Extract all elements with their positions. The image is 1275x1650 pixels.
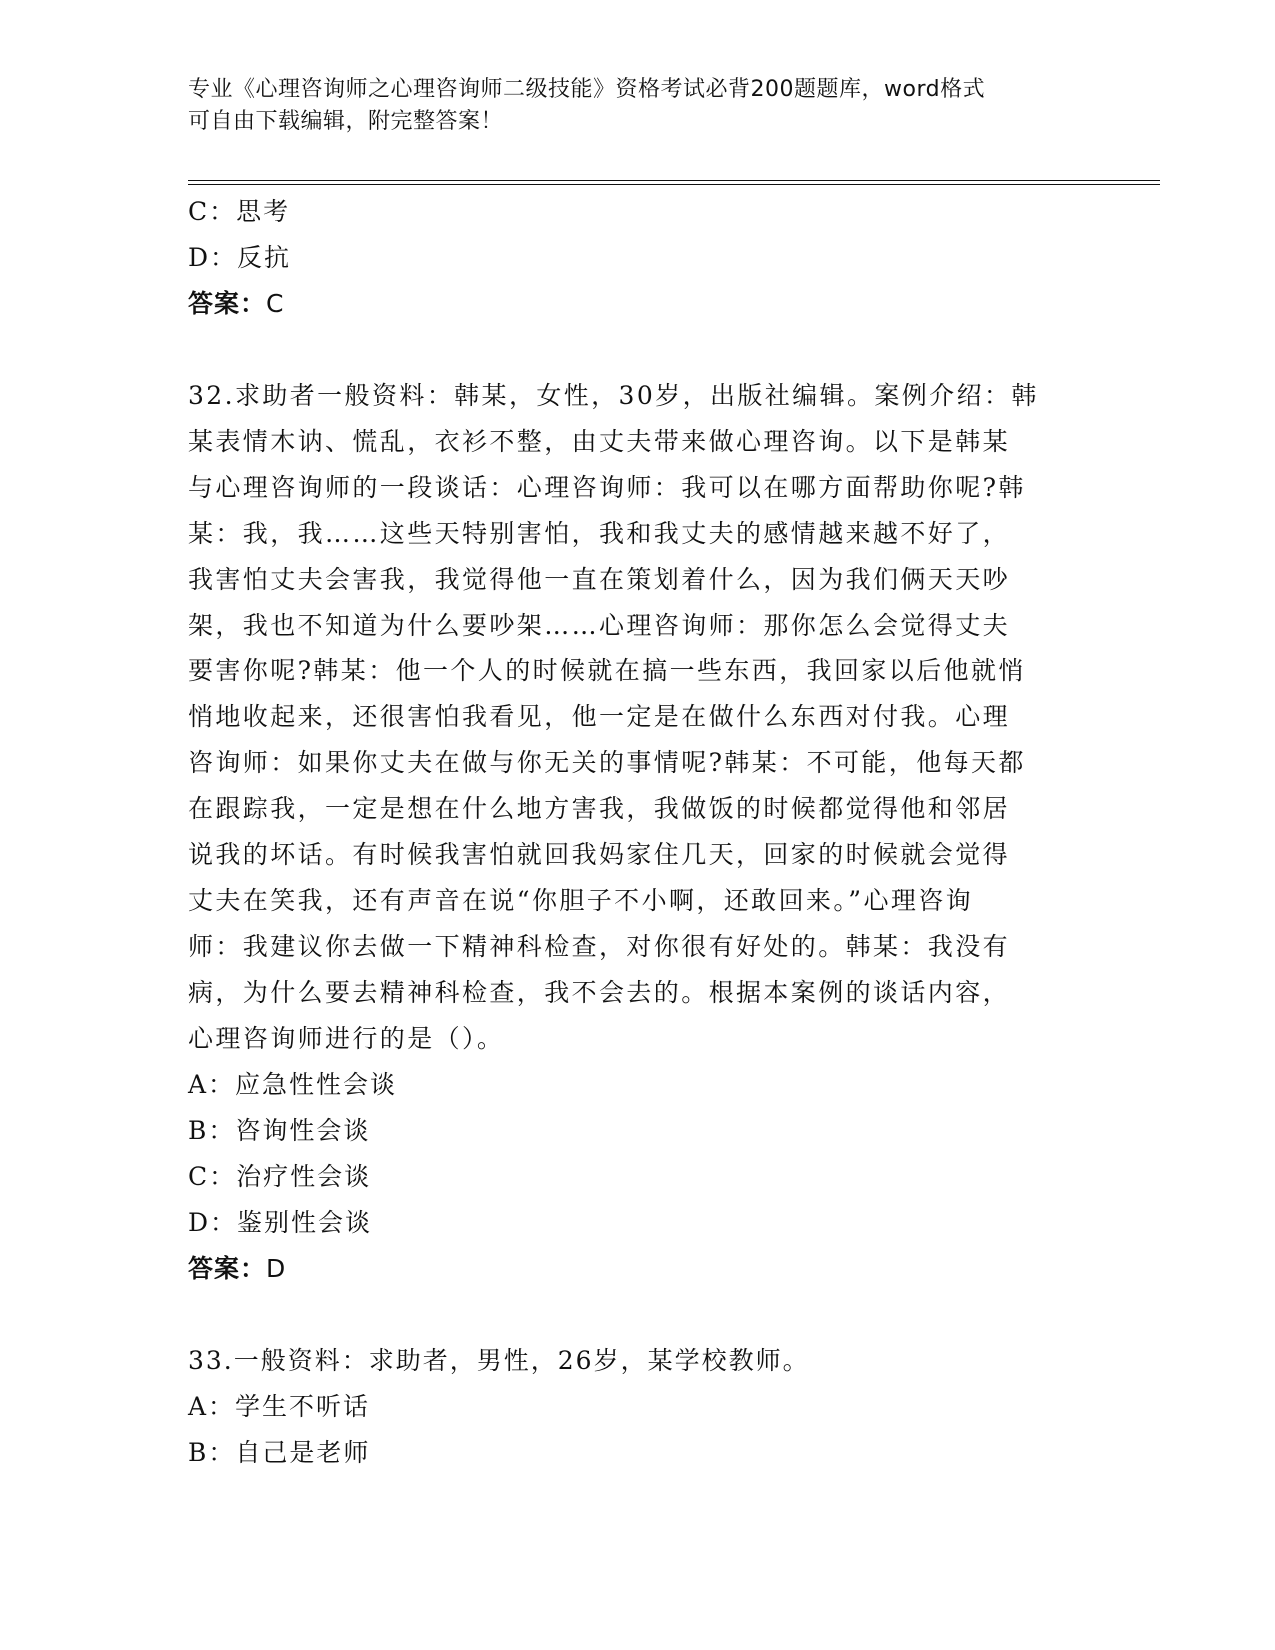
question-spacer xyxy=(188,327,1088,373)
header-divider-top xyxy=(188,180,1160,181)
header-divider-bottom xyxy=(188,184,1160,185)
option-c: C：思考 xyxy=(188,197,291,226)
stem-line: 32.求助者一般资料：韩某，女性，30岁，出版社编辑。案例介绍：韩 xyxy=(188,381,1039,410)
stem-line: 在跟踪我，一定是想在什么地方害我，我做饭的时候都觉得他和邻居 xyxy=(188,794,1011,824)
question-content xyxy=(188,189,1088,1476)
answer-value: D xyxy=(266,1253,287,1283)
question-stem: 33.一般资料：求助者，男性，26岁，某学校教师。 xyxy=(188,1345,810,1375)
stem-line: 要害你呢?韩某：他一个人的时候就在搞一些东西，我回家以后他就悄 xyxy=(188,656,1026,686)
answer-line xyxy=(188,281,1088,327)
option-b: B：咨询性会谈 xyxy=(188,1115,371,1145)
stem-line: 某：我，我……这些天特别害怕，我和我丈夫的感情越来越不好了， xyxy=(188,518,1011,548)
stem-line: 架，我也不知道为什么要吵架……心理咨询师：那你怎么会觉得丈夫 xyxy=(188,610,1011,640)
document-header xyxy=(188,74,1068,138)
header-title-line-2: 可自由下载编辑，附完整答案！ xyxy=(188,109,504,134)
stem-line: 我害怕丈夫会害我，我觉得他一直在策划着什么，因为我们俩天天吵 xyxy=(188,564,1011,594)
option-a: A：应急性性会谈 xyxy=(188,1069,398,1099)
stem-line: 心理咨询师进行的是（）。 xyxy=(188,1023,505,1053)
stem-line: 病，为什么要去精神科检查，我不会去的。根据本案例的谈话内容， xyxy=(188,977,1011,1007)
answer-line xyxy=(188,1246,1088,1292)
option-d: D：反抗 xyxy=(188,243,292,272)
question-31-tail xyxy=(188,189,1088,327)
answer-value: C xyxy=(266,289,285,318)
answer-label: 答案： xyxy=(188,1253,267,1283)
stem-line: 说我的坏话。有时候我害怕就回我妈家住几天，回家的时候就会觉得 xyxy=(188,840,1011,870)
stem-line: 师：我建议你去做一下精神科检查，对你很有好处的。韩某：我没有 xyxy=(188,931,1011,961)
stem-line: 某表情木讷、慌乱，衣衫不整，由丈夫带来做心理咨询。以下是韩某 xyxy=(188,426,1011,456)
answer-label: 答案： xyxy=(188,289,267,318)
option-d: D：鉴别性会谈 xyxy=(188,1207,373,1237)
stem-line: 悄地收起来，还很害怕我看见，他一定是在做什么东西对付我。心理 xyxy=(188,702,1011,732)
question-spacer xyxy=(188,1292,1088,1338)
option-a: A：学生不听话 xyxy=(188,1391,371,1421)
option-b: B：自己是老师 xyxy=(188,1437,371,1467)
question-stem xyxy=(188,373,1078,1062)
stem-line: 丈夫在笑我，还有声音在说“你胆子不小啊，还敢回来。”心理咨询 xyxy=(188,885,974,915)
stem-line: 咨询师：如果你丈夫在做与你无关的事情呢?韩某：不可能，他每天都 xyxy=(188,748,1026,778)
header-title-line-1: 专业《心理咨询师之心理咨询师二级技能》资格考试必背200题题库，word格式 xyxy=(188,77,986,102)
question-33 xyxy=(188,1338,1088,1476)
question-32 xyxy=(188,373,1088,1292)
option-c: C：治疗性会谈 xyxy=(188,1161,372,1191)
stem-line: 与心理咨询师的一段谈话：心理咨询师：我可以在哪方面帮助你呢?韩 xyxy=(188,472,1026,502)
